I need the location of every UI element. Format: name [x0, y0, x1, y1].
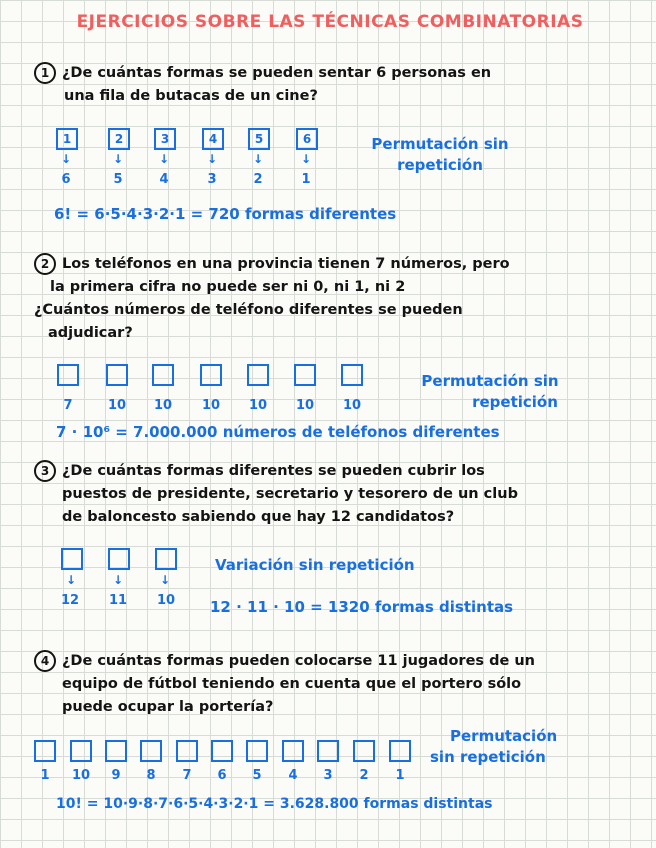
- exercise-1-value: 5: [113, 172, 123, 187]
- exercise-1-value: 1: [301, 172, 311, 187]
- exercise-2-line-4: adjudicar?: [48, 325, 133, 341]
- exercise-4-box: [34, 740, 56, 762]
- down-arrow-icon: ↓: [60, 152, 72, 166]
- exercise-1-result: 6! = 6·5·4·3·2·1 = 720 formas diferentes: [54, 205, 397, 223]
- exercise-3-value: 11: [108, 593, 128, 608]
- exercise-2-method-line-2: repetición: [472, 393, 558, 411]
- exercise-1-box: 6: [296, 128, 318, 150]
- exercise-4-line-2: equipo de fútbol teniendo en cuenta que el portero sólo: [62, 676, 522, 692]
- down-arrow-icon: ↓: [300, 152, 312, 166]
- exercise-1-method-line-2: repetición: [397, 156, 483, 174]
- exercise-4-question: [34, 650, 535, 719]
- exercise-2-box: [294, 364, 316, 386]
- exercise-2-box: [106, 364, 128, 386]
- exercise-4-value: 7: [182, 768, 192, 783]
- exercise-3-line-3: de baloncesto sabiendo que hay 12 candidatos?: [62, 509, 455, 525]
- exercise-2-method-line-1: Permutación sin: [421, 372, 559, 390]
- exercise-2-value: 10: [248, 398, 268, 413]
- exercise-4-value: 4: [288, 768, 298, 783]
- exercise-4-box: [353, 740, 375, 762]
- exercise-4-value: 9: [111, 768, 121, 783]
- exercise-2-line-2: la primera cifra no puede ser ni 0, ni 1, ni 2: [50, 279, 406, 295]
- exercise-3-box: [108, 548, 130, 570]
- exercise-3-line-1: ¿De cuántas formas diferentes se pueden cubrir los: [62, 463, 485, 479]
- exercise-4-value: 6: [217, 768, 227, 783]
- exercise-4-box: [70, 740, 92, 762]
- exercise-1-value: 2: [253, 172, 263, 187]
- exercise-4-value: 1: [395, 768, 405, 783]
- exercise-2-method-label: [390, 371, 590, 413]
- exercise-2-value: 10: [201, 398, 221, 413]
- exercise-4-value: 8: [146, 768, 156, 783]
- exercise-1-box: 4: [202, 128, 224, 150]
- exercise-4-method-line-1: Permutación: [450, 727, 558, 745]
- exercise-1-question: [34, 62, 491, 108]
- exercise-3-method-label: Variación sin repetición: [215, 556, 415, 574]
- exercise-4-result: 10! = 10·9·8·7·6·5·4·3·2·1 = 3.628.800 formas distintas: [56, 796, 493, 812]
- down-arrow-icon: ↓: [112, 152, 124, 166]
- exercise-3-box: [155, 548, 177, 570]
- exercise-4-value: 10: [71, 768, 91, 783]
- exercise-2-value: 10: [153, 398, 173, 413]
- exercise-4-box: [246, 740, 268, 762]
- exercise-4-box: [282, 740, 304, 762]
- exercise-3-line-2: puestos de presidente, secretario y tesorero de un club: [62, 486, 518, 502]
- exercise-4-value: 2: [359, 768, 369, 783]
- exercise-1-box: 5: [248, 128, 270, 150]
- exercise-1-line-2: una fila de butacas de un cine?: [64, 88, 318, 104]
- exercise-2-result: 7 · 10⁶ = 7.000.000 números de teléfonos diferentes: [56, 423, 500, 441]
- exercise-4-box: [389, 740, 411, 762]
- exercise-4-box: [317, 740, 339, 762]
- exercise-2-question: [34, 253, 510, 345]
- down-arrow-icon: ↓: [112, 573, 124, 587]
- exercise-4-value: 1: [40, 768, 50, 783]
- exercise-4-number: 4: [34, 650, 56, 672]
- exercise-3-box: [61, 548, 83, 570]
- exercise-1-method-line-1: Permutación sin: [371, 135, 509, 153]
- exercise-2-box: [152, 364, 174, 386]
- exercise-4-line-3: puede ocupar la portería?: [62, 699, 274, 715]
- exercise-3-question: [34, 460, 518, 529]
- exercise-4-method-label: [430, 726, 630, 768]
- exercise-1-box: 2: [108, 128, 130, 150]
- down-arrow-icon: ↓: [206, 152, 218, 166]
- down-arrow-icon: ↓: [252, 152, 264, 166]
- exercise-4-value: 5: [252, 768, 262, 783]
- exercise-3-number: 3: [34, 460, 56, 482]
- exercise-4-box: [105, 740, 127, 762]
- exercise-2-box: [341, 364, 363, 386]
- exercise-2-box: [247, 364, 269, 386]
- exercise-1-line-1: ¿De cuántas formas se pueden sentar 6 personas en: [62, 65, 492, 81]
- page-title: EJERCICIOS SOBRE LAS TÉCNICAS COMBINATORIAS: [76, 12, 584, 32]
- exercise-4-box: [176, 740, 198, 762]
- exercise-4-value: 3: [323, 768, 333, 783]
- exercise-1-number: 1: [34, 62, 56, 84]
- exercise-1-box: 3: [154, 128, 176, 150]
- exercise-2-line-1: Los teléfonos en una provincia tienen 7 números, pero: [62, 256, 510, 272]
- exercise-1-box: 1: [56, 128, 78, 150]
- exercise-1-value: 6: [61, 172, 71, 187]
- exercise-3-result: 12 · 11 · 10 = 1320 formas distintas: [210, 598, 514, 616]
- exercise-1-value: 3: [207, 172, 217, 187]
- down-arrow-icon: ↓: [159, 573, 171, 587]
- exercise-1-value: 4: [159, 172, 169, 187]
- exercise-3-value: 12: [60, 593, 80, 608]
- exercise-4-box: [140, 740, 162, 762]
- exercise-3-value: 10: [156, 593, 176, 608]
- exercise-2-value: 7: [63, 398, 73, 413]
- exercise-4-line-1: ¿De cuántas formas pueden colocarse 11 jugadores de un: [62, 653, 535, 669]
- down-arrow-icon: ↓: [65, 573, 77, 587]
- exercise-1-method-label: [345, 134, 535, 176]
- exercise-2-number: 2: [34, 253, 56, 275]
- exercise-4-box: [211, 740, 233, 762]
- exercise-2-box: [200, 364, 222, 386]
- exercise-2-box: [57, 364, 79, 386]
- exercise-2-value: 10: [342, 398, 362, 413]
- down-arrow-icon: ↓: [158, 152, 170, 166]
- exercise-4-method-line-2: sin repetición: [430, 748, 546, 766]
- exercise-2-value: 10: [107, 398, 127, 413]
- exercise-2-value: 10: [295, 398, 315, 413]
- exercise-2-line-3: ¿Cuántos números de teléfono diferentes se pueden: [34, 302, 463, 318]
